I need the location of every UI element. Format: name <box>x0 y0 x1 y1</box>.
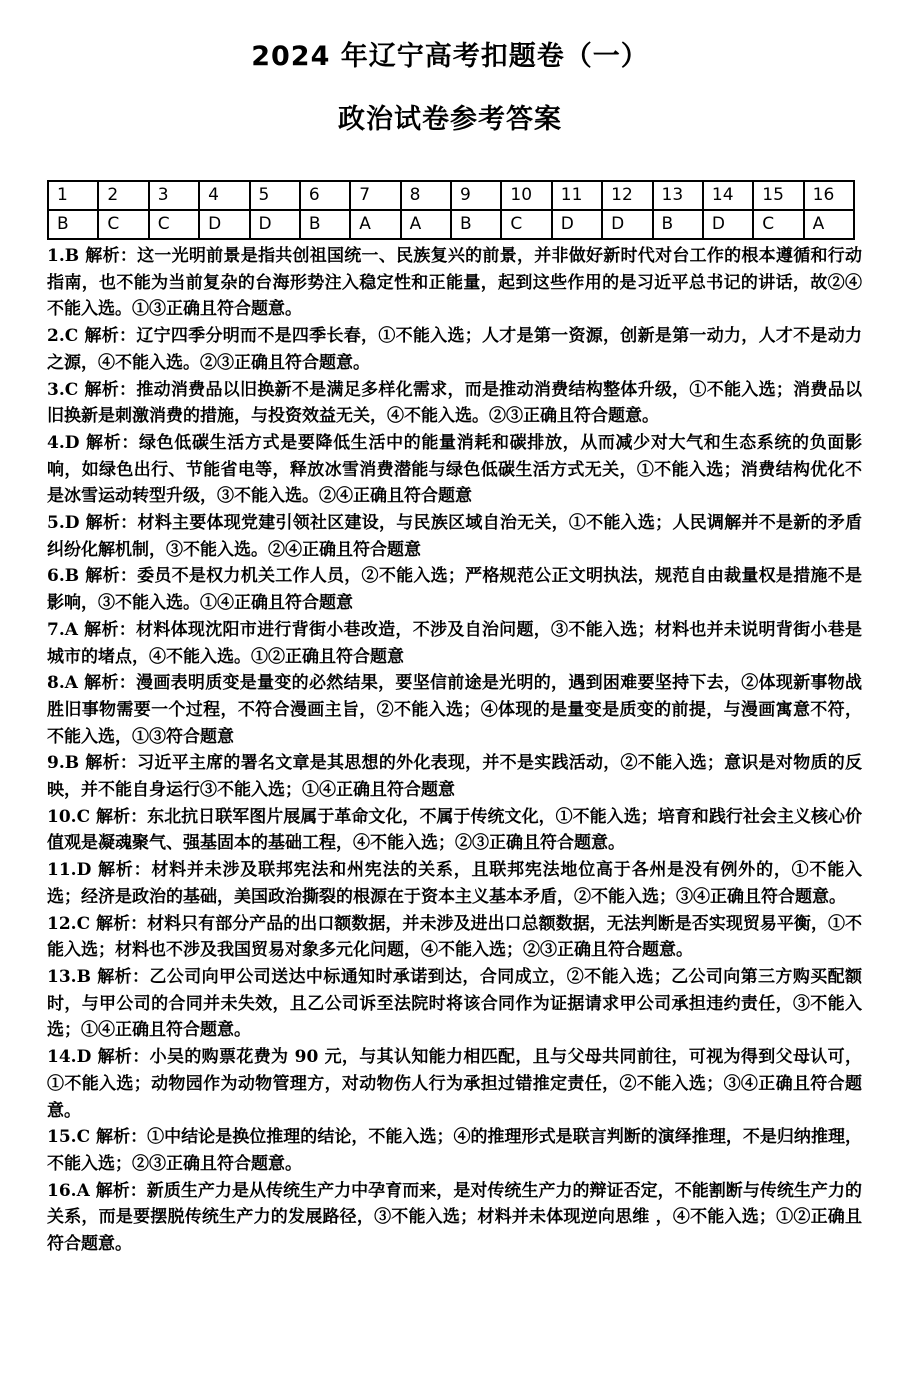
explanation-paragraph: 4.D 解析：绿色低碳生活方式是要降低生活中的能量消耗和碳排放，从而减少对大气和生态系统的负面影响，如绿色出行、节能省电等，释放冰雪消费潜能与绿色低碳生活方式无关，①不能入选；消费结构优化不是冰雪运动转型升级，③不能入选。②④正确且符合题意 <box>47 432 862 507</box>
answer-cell: A <box>350 210 400 239</box>
answer-cell: A <box>804 210 854 239</box>
question-number-cell: 5 <box>250 181 300 210</box>
explanation-paragraph: 13.B 解析：乙公司向甲公司送达中标通知时承诺到达，合同成立，②不能入选；乙公司向第三方购买配额时，与甲公司的合同并未失效，且乙公司诉至法院时将该合同作为证据请求甲公司承担违约责任，③不能入选；①④正确且符合题意。 <box>47 966 862 1041</box>
answer-cell: D <box>250 210 300 239</box>
answer-cell: C <box>753 210 803 239</box>
question-number-cell: 3 <box>149 181 199 210</box>
explanation-paragraph: 9.B 解析：习近平主席的署名文章是其思想的外化表现，并不是实践活动，②不能入选；意识是对物质的反映，并不能自身运行③不能入选；①④正确且符合题意 <box>47 753 862 801</box>
explanation-paragraph: 2.C 解析：辽宁四季分明而不是四季长春，①不能入选；人才是第一资源，创新是第一动力，人才不是动力之源，④不能入选。②③正确且符合题意。 <box>47 326 862 373</box>
question-number-cell: 4 <box>199 181 249 210</box>
question-number-cell: 10 <box>501 181 551 210</box>
answer-cell: C <box>98 210 148 239</box>
answer-cell: B <box>451 210 501 239</box>
explanation-paragraph: 10.C 解析：东北抗日联军图片展属于革命文化，不属于传统文化，①不能入选；培育和践行社会主义核心价值观是凝魂聚气、强基固本的基础工程，④不能入选；②③正确且符合题意。 <box>47 806 862 854</box>
explanation-paragraph: 6.B 解析：委员不是权力机关工作人员，②不能入选；严格规范公正文明执法，规范自由裁量权是措施不是影响，③不能入选。①④正确且符合题意 <box>47 566 862 614</box>
answer-cell: B <box>653 210 703 239</box>
explanation-paragraph: 14.D 解析：小吴的购票花费为 90 元，与其认知能力相匹配，且与父母共同前往，可视为得到父母认可，①不能入选；动物园作为动物管理方，对动物伤人行为承担过错推定责任，②不能入选；③④正确且符合题意。 <box>47 1047 862 1121</box>
question-number-cell: 1 <box>48 181 98 210</box>
answer-cell: D <box>703 210 753 239</box>
answer-table <box>47 180 855 240</box>
question-number-cell: 14 <box>703 181 753 210</box>
explanation-paragraph: 8.A 解析：漫画表明质变是量变的必然结果，要坚信前途是光明的，遇到困难要坚持下去，②体现新事物战胜旧事物需要一个过程，不符合漫画主旨，②不能入选；④体现的是量变是质变的前提，与漫画寓意不符，不能入选，①③符合题意 <box>47 673 862 747</box>
page-title: 2024 年辽宁高考扣题卷（一） <box>251 41 649 72</box>
answer-cell: A <box>401 210 451 239</box>
explanation-paragraph: 1.B 解析：这一光明前景是指共创祖国统一、民族复兴的前景，并非做好新时代对台工作的根本遵循和行动指南，也不能为当前复杂的台海形势注入稳定性和正能量，起到这些作用的是习近平总书记的讲话，故②④不能入选。①③正确且符合题意。 <box>47 246 862 320</box>
answer-cell: B <box>300 210 350 239</box>
explanation-paragraph: 11.D 解析：材料并未涉及联邦宪法和州宪法的关系，且联邦宪法地位高于各州是没有例外的，①不能入选；经济是政治的基础，美国政治撕裂的根源在于资本主义基本矛盾，②不能入选；③④正确且符合题意。 <box>47 860 862 907</box>
explanation-paragraph: 12.C 解析：材料只有部分产品的出口额数据，并未涉及进出口总额数据，无法判断是否实现贸易平衡，①不能入选；材料也不涉及我国贸易对象多元化问题，④不能入选；②③正确且符合题意。 <box>47 913 862 961</box>
question-number-cell: 8 <box>401 181 451 210</box>
question-number-cell: 13 <box>653 181 703 210</box>
explanation-paragraph: 3.C 解析：推动消费品以旧换新不是满足多样化需求，而是推动消费结构整体升级，①不能入选；消费品以旧换新是刺激消费的措施，与投资效益无关，④不能入选。②③正确且符合题意。 <box>47 379 862 427</box>
question-number-cell: 7 <box>350 181 400 210</box>
page-subtitle: 政治试卷参考答案 <box>338 104 562 135</box>
answer-table-number-row <box>48 181 854 210</box>
question-number-cell: 12 <box>602 181 652 210</box>
question-number-cell: 6 <box>300 181 350 210</box>
question-number-cell: 11 <box>552 181 602 210</box>
answer-table-answer-row <box>48 210 854 239</box>
answer-cell: D <box>552 210 602 239</box>
explanations-section <box>47 243 862 1258</box>
question-number-cell: 9 <box>451 181 501 210</box>
answer-cell: B <box>48 210 98 239</box>
explanation-paragraph: 16.A 解析：新质生产力是从传统生产力中孕育而来，是对传统生产力的辩证否定，不能割断与传统生产力的关系，而是要摆脱传统生产力的发展路径，③不能入选；材料并未体现逆向思维 ，④不能入选；①②正确且符合题意。 <box>47 1180 862 1255</box>
answer-cell: D <box>602 210 652 239</box>
answer-cell: C <box>149 210 199 239</box>
explanation-paragraph: 15.C 解析：①中结论是换位推理的结论，不能入选；④的推理形式是联言判断的演绎推理，不是归纳推理，不能入选；②③正确且符合题意。 <box>47 1127 862 1174</box>
explanation-paragraph: 7.A 解析：材料体现沈阳市进行背街小巷改造，不涉及自治问题，③不能入选；材料也并未说明背街小巷是城市的堵点，④不能入选。①②正确且符合题意 <box>47 619 862 667</box>
question-number-cell: 16 <box>804 181 854 210</box>
question-number-cell: 2 <box>98 181 148 210</box>
question-number-cell: 15 <box>753 181 803 210</box>
answer-cell: D <box>199 210 249 239</box>
explanation-paragraph: 5.D 解析：材料主要体现党建引领社区建设，与民族区域自治无关，①不能入选；人民调解并不是新的矛盾纠纷化解机制，③不能入选。②④正确且符合题意 <box>47 513 862 560</box>
answer-cell: C <box>501 210 551 239</box>
